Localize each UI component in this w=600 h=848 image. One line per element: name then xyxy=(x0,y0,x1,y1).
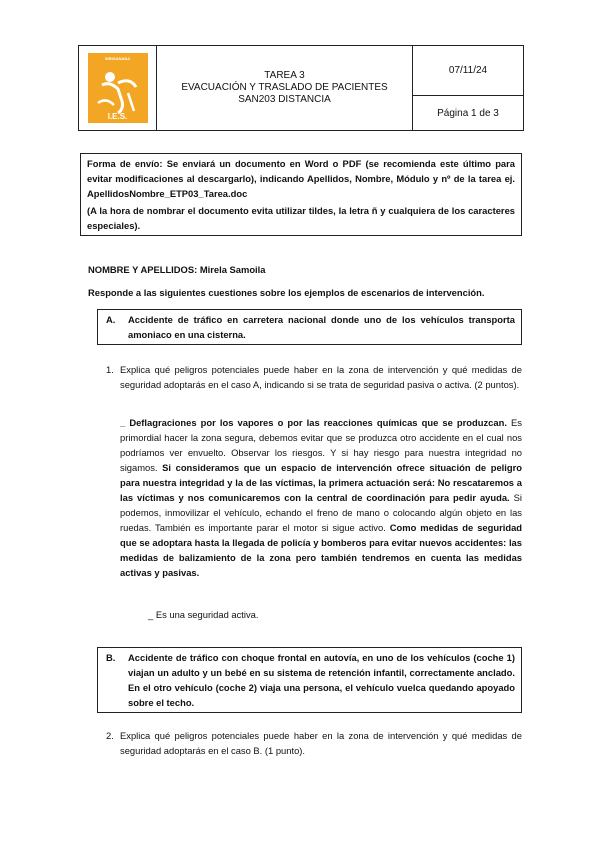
answer-1 xyxy=(120,415,522,580)
section-b-text: Accidente de tráfico con choque frontal en autovía, en uno de los vehículos (coche 1) viajan un adulto y un bebé en su sistema de retención infantil, correctamente anclado. En el otro vehículo (coche 2) viaja una persona, el vehículo vuelca quedando apoyado sobre el techo. xyxy=(128,652,515,708)
section-a-text: Accidente de tráfico en carretera nacional donde uno de los vehículos transporta amoniaco en una cisterna. xyxy=(128,314,515,340)
section-a xyxy=(97,309,522,345)
question-1-text: Explica qué peligros potenciales puede haber en la zona de intervención y qué medidas de seguridad adoptarás en el caso A, indicando si se trata de seguridad pasiva o activa. (2 puntos). xyxy=(120,364,522,390)
question-1-number: 1. xyxy=(106,364,114,375)
title-line-2: EVACUACIÓN Y TRASLADO DE PACIENTES xyxy=(181,82,388,93)
instructions-line: Responde a las siguientes cuestiones sobre los ejemplos de escenarios de intervención. xyxy=(88,287,485,298)
question-2-text: Explica qué peligros potenciales puede haber en la zona de intervención y qué medidas de seguridad adoptarás en el caso B. (1 punto). xyxy=(120,730,522,756)
answer-1-bold-3: Como medidas de seguridad que se adoptara hasta la llegada de policía y bomberos para evitar nuevos accidentes: las medidas de balizamiento de la zona pero también tendremos en cuenta las medidas activas y pasivas. xyxy=(120,522,523,578)
logo-text-bottom: I.E.S. xyxy=(107,112,128,121)
document-header xyxy=(78,45,524,131)
submission-instructions xyxy=(80,153,522,236)
question-2 xyxy=(106,728,522,758)
answer-1-normal-1: Es primordial hacer la zona segura, debemos evitar que se produzca otro accidente en el cual nos podríamos ver envuelto. Observar los riesgos. Y si hay riesgo para nuestra integridad no sigamos. xyxy=(120,417,522,473)
logo-cell xyxy=(79,46,157,130)
answer-1-normal-2: Si podemos, inmovilizar el vehículo, echando el freno de mano o colocando algún objeto en las ruedas. También es importante parar el motor si sigue activo. xyxy=(120,492,522,533)
answer-1-bold-1: _ Deflagraciones por los vapores o por las reacciones químicas que se produzcan. xyxy=(120,417,507,428)
section-b-letter: B. xyxy=(106,652,116,663)
title-line-1: TAREA 3 xyxy=(264,70,305,81)
school-logo xyxy=(88,53,148,123)
logo-text-top: SIRIGANANA xyxy=(104,56,131,61)
title-cell xyxy=(157,46,413,130)
question-1 xyxy=(106,362,522,392)
title-line-3: SAN203 DISTANCIA xyxy=(238,94,331,105)
section-a-letter: A. xyxy=(106,314,116,325)
student-name: NOMBRE Y APELLIDOS: Mirela Samoila xyxy=(88,264,266,275)
submission-paragraph-1: Forma de envío: Se enviará un documento en Word o PDF (se recomienda este último para evitar modificaciones al descargarlo), indicando Apellidos, Nombre, Módulo y nº de la tarea ej. ApellidosNombre_ETP03_Tarea.doc xyxy=(87,158,515,199)
submission-paragraph-2: (A la hora de nombrar el documento evita utilizar tildes, la letra ñ y cualquiera de los caracteres especiales). xyxy=(87,205,515,231)
date: 07/11/24 xyxy=(413,46,523,96)
section-b xyxy=(97,647,522,713)
answer-1-extra: _ Es una seguridad activa. xyxy=(148,609,259,620)
meta-cell xyxy=(413,46,523,130)
answer-1-bold-2: Si consideramos que un espacio de intervención ofrece situación de peligro para nuestra integridad y la de las víctimas, la primera actuación será: No rescataremos a las víctimas y nos comunicaremos con la central de coordinación para pedir ayuda. xyxy=(120,462,522,503)
page-number: Página 1 de 3 xyxy=(437,107,499,119)
question-2-number: 2. xyxy=(106,730,114,741)
